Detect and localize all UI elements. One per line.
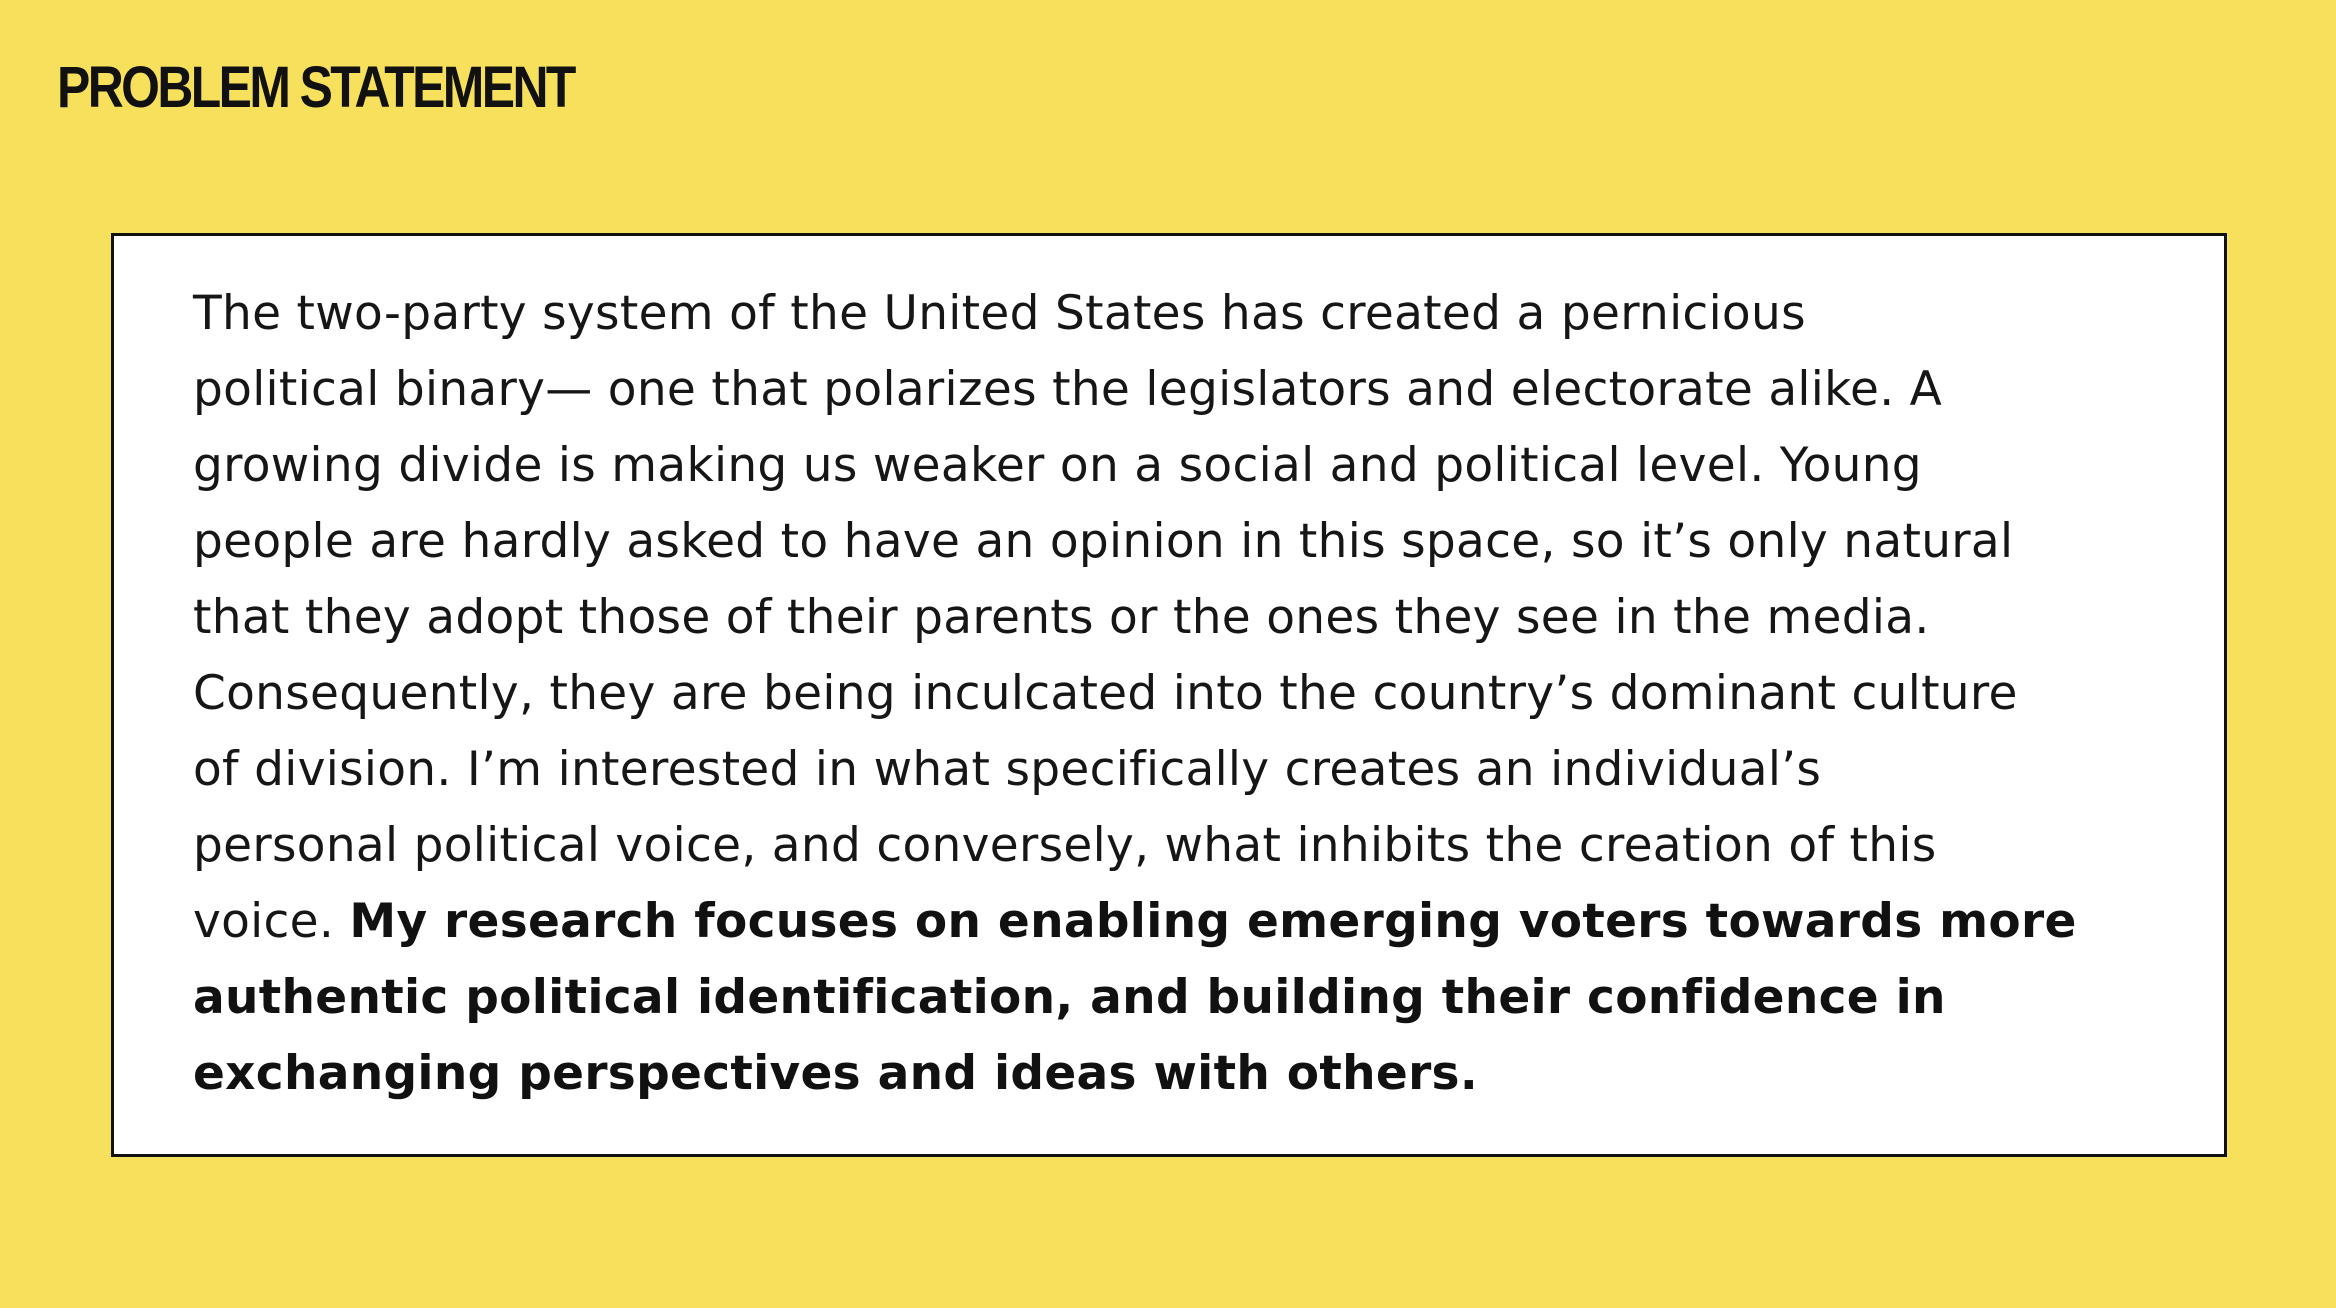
research-focus-line: authentic political identification, and building their confidence in	[193, 970, 1946, 1025]
statement-line: The two-party system of the United States has created a pernicious	[193, 286, 1806, 341]
page-title: PROBLEM STATEMENT	[57, 55, 574, 120]
statement-line: political binary— one that polarizes the legislators and electorate alike. A	[193, 362, 1943, 417]
statement-line: of division. I’m interested in what specifically creates an individual’s	[193, 742, 1822, 797]
statement-line: personal political voice, and conversely, what inhibits the creation of this	[193, 818, 1937, 873]
problem-statement-text	[193, 276, 2183, 1112]
statement-line: that they adopt those of their parents or the ones they see in the media.	[193, 590, 1930, 645]
statement-line: people are hardly asked to have an opinion in this space, so it’s only natural	[193, 514, 2014, 569]
statement-line-regular-part: voice.	[193, 894, 350, 949]
statement-mixed-line	[193, 884, 2183, 960]
statement-line: Consequently, they are being inculcated into the country’s dominant culture	[193, 666, 2018, 721]
research-focus-line: exchanging perspectives and ideas with others.	[193, 1046, 1478, 1101]
research-focus-emphasis: My research focuses on enabling emerging voters towards more	[349, 894, 2077, 949]
problem-statement-box	[111, 233, 2227, 1157]
statement-line: growing divide is making us weaker on a social and political level. Young	[193, 438, 1922, 493]
